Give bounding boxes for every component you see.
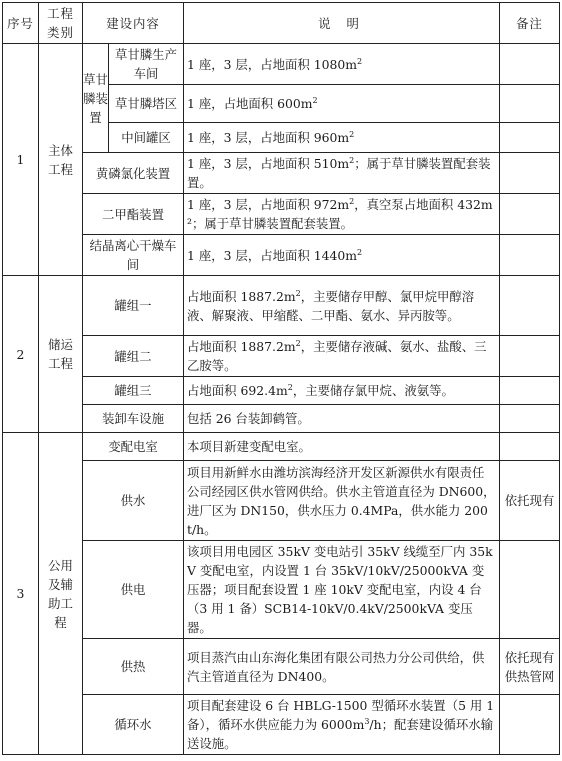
content-name: 装卸车设施 <box>83 405 184 433</box>
table-row <box>3 194 560 235</box>
content-description: 占地面积 $1887.2m^2$，主要储存液碱、氨水、盐酸、三乙胺等。 <box>184 336 500 377</box>
project-composition-table <box>2 2 560 755</box>
content-remark <box>500 377 560 405</box>
content-description: 占地面积 $1887.2m^2$，主要储存甲醇、氯甲烷甲醇溶液、解聚液、甲缩醛、二甲酯、氨水、异丙胺等。 <box>184 276 500 336</box>
content-remark <box>500 336 560 377</box>
table-row <box>3 695 560 755</box>
content-name: 循环水 <box>83 695 184 755</box>
group-category: 主体工程 <box>39 44 83 276</box>
header-remark: 备注 <box>500 3 560 44</box>
content-description: 本项目新建变配电室。 <box>184 433 500 461</box>
content-remark: 依托现有供热管网 <box>500 639 560 695</box>
content-remark <box>500 44 560 85</box>
content-description: 1 座，3 层，占地面积 $1080m^2$ <box>184 44 500 85</box>
content-name: 中间罐区 <box>109 123 184 153</box>
content-remark <box>500 695 560 755</box>
content-remark: 依托现有 <box>500 461 560 541</box>
content-name: 罐组二 <box>83 336 184 377</box>
table-row <box>3 541 560 639</box>
group-seq: 3 <box>3 433 39 755</box>
group-category: 公用及辅助工程 <box>39 433 83 755</box>
sub-group-label: 草甘膦装置 <box>83 44 109 153</box>
content-name: 供水 <box>83 461 184 541</box>
content-name: 草甘膦生产车间 <box>109 44 184 85</box>
table-row <box>3 235 560 276</box>
table-header-row <box>3 3 560 44</box>
header-seq: 序号 <box>3 3 39 44</box>
content-description: 1 座，3 层，占地面积 $960m^2$ <box>184 123 500 153</box>
header-description: 说 明 <box>184 3 500 44</box>
content-name: 罐组三 <box>83 377 184 405</box>
table-row <box>3 276 560 336</box>
header-content: 建设内容 <box>83 3 184 44</box>
content-description: 1 座，3 层，占地面积 $1440m^2$ <box>184 235 500 276</box>
table-row <box>3 405 560 433</box>
content-remark <box>500 235 560 276</box>
content-description: 该项目用电园区 35kV 变电站引 35kV 线缆至厂内 35kV 变配电室，内设置 1 台 35kV/10kV/25000kVA 变压器；项目配套设置 1 座 10kV 变配电室，内设 4 台（3 用 1 备）SCB14-10kV/0.4kV/2500kVA 变压器。 <box>184 541 500 639</box>
content-name: 供热 <box>83 639 184 695</box>
content-description: 包括 26 台装卸鹤管。 <box>184 405 500 433</box>
content-remark <box>500 194 560 235</box>
content-description: 1 座，占地面积 $600m^2$ <box>184 85 500 123</box>
table-row <box>3 433 560 461</box>
content-description: 1 座，3 层，占地面积 $510m^2$；属于草甘膦装置配套装置。 <box>184 153 500 194</box>
content-name: 二甲酯装置 <box>83 194 184 235</box>
content-name: 结晶离心干燥车间 <box>83 235 184 276</box>
group-category: 储运工程 <box>39 276 83 433</box>
content-remark <box>500 153 560 194</box>
content-description: 1 座，3 层，占地面积 $972m^2$，真空泵占地面积 432m²；属于草甘膦装置配套装置。 <box>184 194 500 235</box>
content-remark <box>500 541 560 639</box>
table-row <box>3 44 560 85</box>
content-description: 项目配套建设 6 台 HBLG-1500 型循环水装置（5 用 1 备），循环水供应能力为 $6000m^3/h$；配套建设循环水输送设施。 <box>184 695 500 755</box>
table-row <box>3 461 560 541</box>
table-row <box>3 377 560 405</box>
content-remark <box>500 405 560 433</box>
content-description: 项目用新鲜水由潍坊滨海经济开发区新源供水有限责任公司经园区供水管网供给。供水主管道直径为 DN600，进厂区为 DN150，供水压力 0.4MPa，供水能力 200t/h。 <box>184 461 500 541</box>
table-row <box>3 153 560 194</box>
content-description: 占地面积 $692.4m^2$，主要储存氯甲烷、液氨等。 <box>184 377 500 405</box>
header-category: 工程类别 <box>39 3 83 44</box>
table-row <box>3 336 560 377</box>
group-seq: 2 <box>3 276 39 433</box>
content-name: 草甘膦塔区 <box>109 85 184 123</box>
content-name: 供电 <box>83 541 184 639</box>
table-row <box>3 639 560 695</box>
content-name: 黄磷氯化装置 <box>83 153 184 194</box>
content-name: 变配电室 <box>83 433 184 461</box>
content-remark <box>500 276 560 336</box>
content-name: 罐组一 <box>83 276 184 336</box>
content-remark <box>500 433 560 461</box>
group-seq: 1 <box>3 44 39 276</box>
content-remark <box>500 123 560 153</box>
content-remark <box>500 85 560 123</box>
content-description: 项目蒸汽由山东海化集团有限公司热力分公司供给，供汽主管道直径为 DN400。 <box>184 639 500 695</box>
